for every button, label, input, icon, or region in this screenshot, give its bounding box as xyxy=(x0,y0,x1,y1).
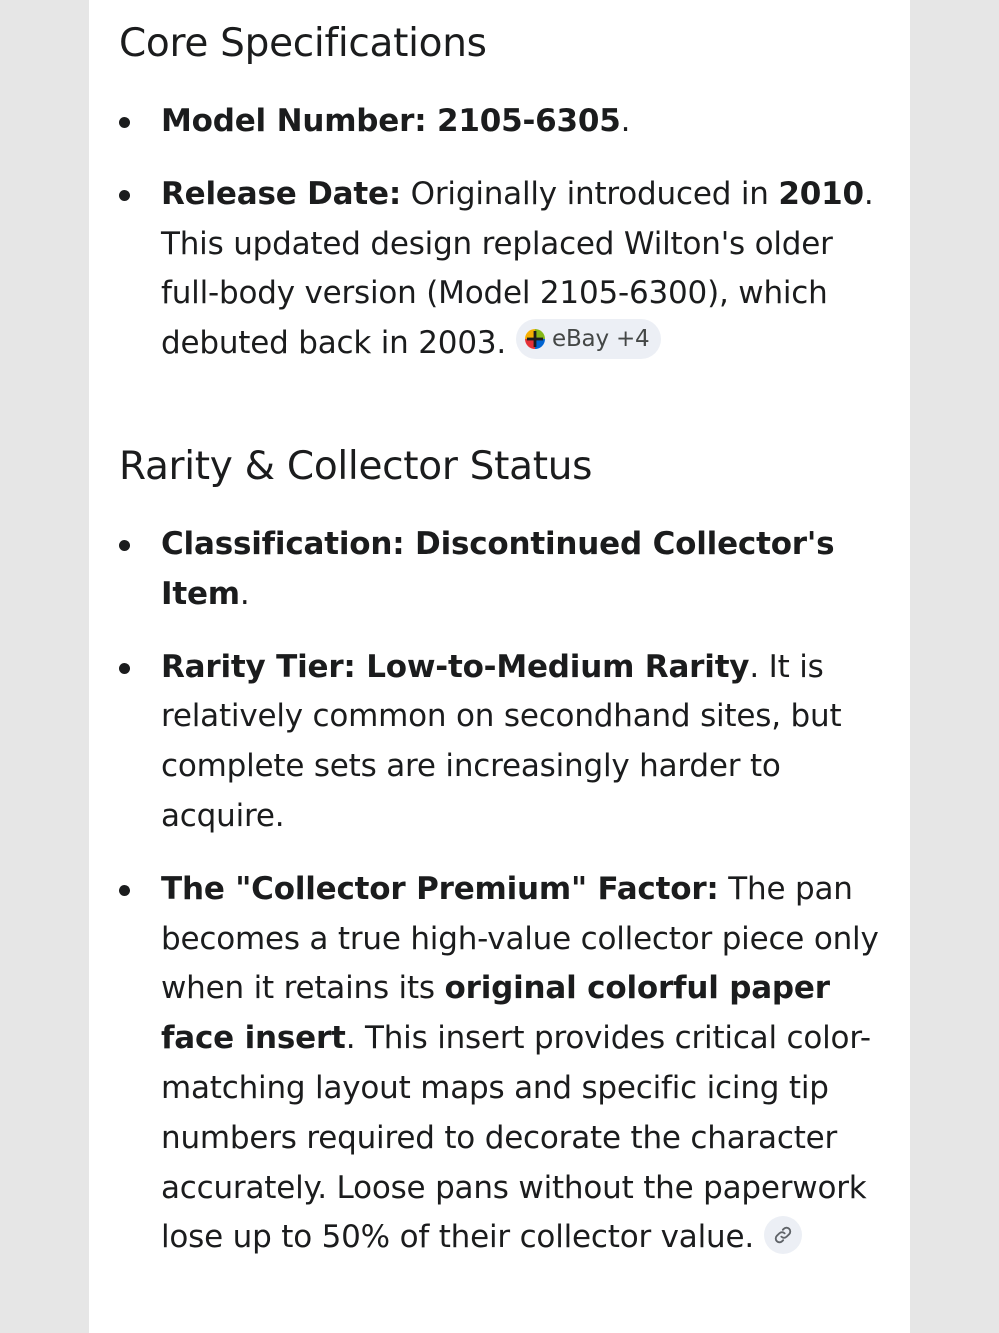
classification-label: Classification: Discontinued Collector's Item xyxy=(161,525,835,612)
collector-premium-label: The "Collector Premium" Factor: xyxy=(161,870,719,907)
collector-premium-text: The pan becomes a true high-value collector piece only when it retains its xyxy=(161,870,879,1007)
source-chip-ebay[interactable] xyxy=(516,319,661,359)
release-date-text: Originally introduced in xyxy=(401,175,779,212)
list-item-rarity-tier xyxy=(119,643,894,842)
list-item-collector-premium xyxy=(119,865,894,1263)
source-link-button[interactable] xyxy=(764,1216,802,1254)
section-heading-rarity-collector-status: Rarity & Collector Status xyxy=(119,443,593,489)
response-content xyxy=(119,18,894,1263)
list-item-release-date xyxy=(119,170,894,369)
core-specifications-list xyxy=(119,97,894,369)
collector-premium-highlight: original colorful paper face insert xyxy=(161,970,830,1057)
ebay-favicon-icon xyxy=(524,328,546,350)
model-number-tail: . xyxy=(620,103,631,139)
model-number-label: Model Number: 2105-6305 xyxy=(161,103,621,139)
source-chip-label: eBay +4 xyxy=(552,326,650,353)
link-icon xyxy=(773,1225,793,1245)
release-year: 2010 xyxy=(778,175,864,212)
release-date-label: Release Date: xyxy=(161,175,402,212)
collector-premium-text-continued: . This insert provides critical color-matching layout maps and specific icing tip numbers required to decorate the character accurately. Loose pans without the paperwork lose up to 50% of their collector value. xyxy=(161,1020,871,1256)
section-heading-core-specifications: Core Specifications xyxy=(119,21,487,66)
rarity-tier-label: Rarity Tier: Low-to-Medium Rarity xyxy=(161,648,750,685)
rarity-list xyxy=(119,520,894,1263)
release-date-text-continued: . This updated design replaced Wilton's older full-body version (Model 2105-6300), which debuted back in 2003. xyxy=(161,175,874,362)
rarity-tier-text: . It is relatively common on secondhand sites, but complete sets are increasingly harder to acquire. xyxy=(161,648,842,834)
classification-tail: . xyxy=(239,575,250,612)
response-panel xyxy=(89,0,910,1333)
list-item-classification xyxy=(119,520,894,620)
list-item-model-number xyxy=(119,97,894,147)
